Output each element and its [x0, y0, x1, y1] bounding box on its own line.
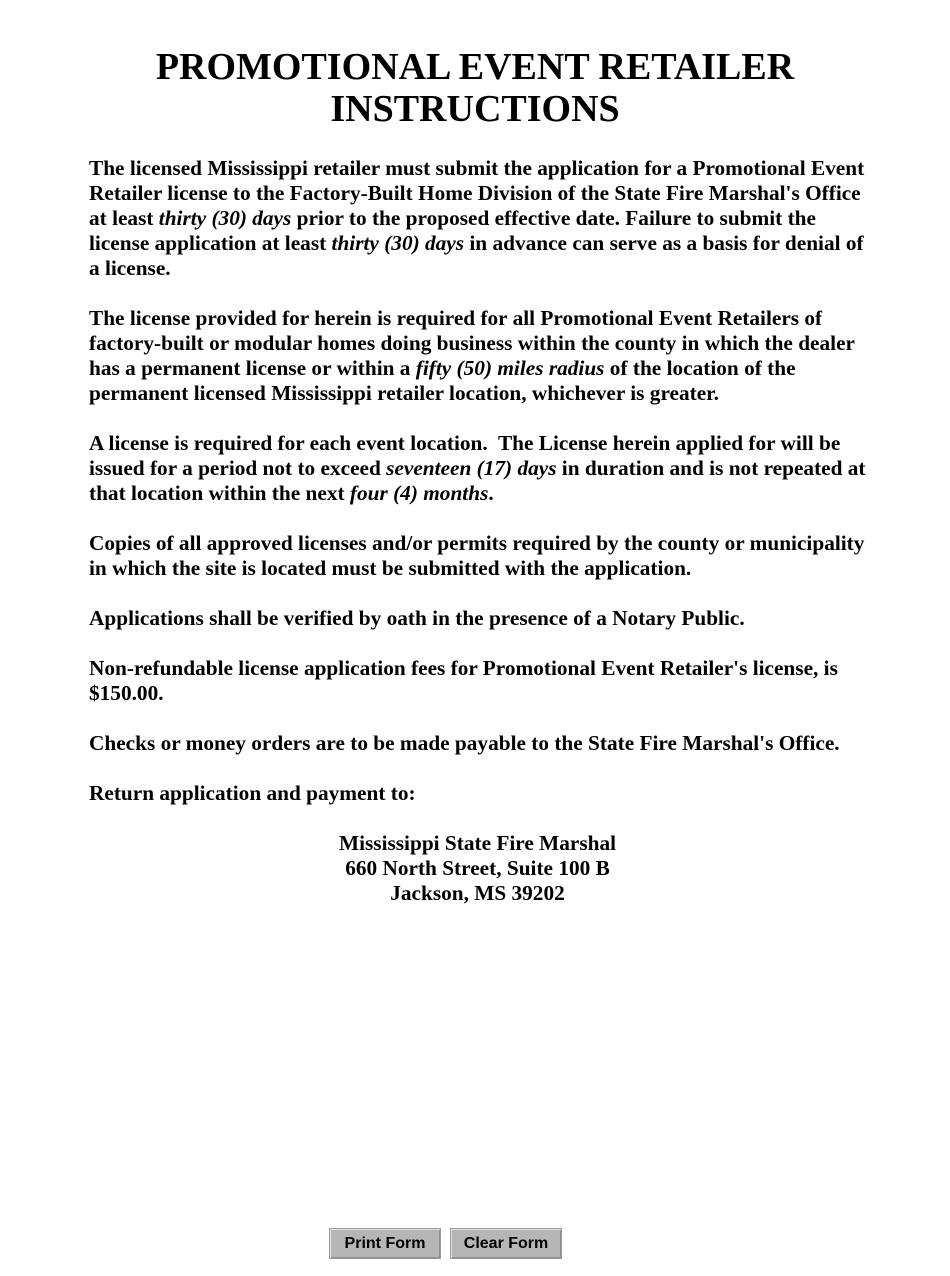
text-run: The licensed Mississippi retailer must submit the application for a Promotional Event Retailer license to the Factory-Built Home Division of the State Fire Marshal's Office at least	[89, 156, 870, 230]
document-page	[0, 46, 950, 1252]
address-line-org: Mississippi State Fire Marshal	[338, 831, 617, 855]
clear-form-button[interactable]: Clear Form	[450, 1228, 562, 1259]
address-block	[89, 831, 866, 906]
text-run: .	[488, 481, 494, 505]
address-line-street: 660 North Street, Suite 100 B	[345, 856, 610, 880]
emphasized-text-run: seventeen (17) days	[386, 456, 557, 480]
instruction-paragraph	[89, 656, 866, 706]
page-title: PROMOTIONAL EVENT RETAILER INSTRUCTIONS	[155, 46, 795, 130]
print-form-button[interactable]: Print Form	[329, 1228, 441, 1259]
text-run: prior to the proposed effective date. Failure to submit the license application at least	[89, 206, 822, 255]
instruction-paragraph	[89, 431, 871, 506]
address-line-city: Jackson, MS 39202	[390, 881, 565, 905]
instruction-paragraph	[89, 156, 870, 281]
instruction-paragraph	[89, 731, 866, 756]
form-action-buttons	[329, 1228, 562, 1259]
emphasized-text-run: thirty (30) days	[331, 231, 465, 255]
text-run: in advance can serve as a basis for denial of a license.	[89, 231, 869, 280]
instructions-body	[89, 156, 871, 906]
text-run: of the location of the permanent licensed Mississippi retailer location, whichever is greater.	[89, 356, 801, 405]
emphasized-text-run: four (4) months	[349, 481, 489, 505]
paragraphs-container	[89, 156, 871, 806]
text-run: Return application and payment to:	[89, 781, 416, 805]
text-run: Checks or money orders are to be made payable to the State Fire Marshal's Office.	[89, 731, 840, 755]
emphasized-text-run: thirty (30) days	[158, 206, 292, 230]
text-run: The license provided for herein is required for all Promotional Event Retailers of factory-built or modular homes doing business within the county in which the dealer has a permanent license or within a	[89, 306, 860, 380]
emphasized-text-run: fifty (50) miles radius	[415, 356, 605, 380]
instruction-paragraph	[89, 781, 866, 806]
instruction-paragraph	[89, 531, 870, 581]
text-run: Non-refundable license application fees for Promotional Event Retailer's license, is $150.00.	[89, 656, 844, 705]
text-run: in duration and is not repeated at that location within the next	[89, 456, 871, 505]
instruction-paragraph	[89, 306, 866, 406]
text-run: Copies of all approved licenses and/or permits required by the county or municipality in which the site is located must be submitted with the application.	[89, 531, 870, 580]
text-run: Applications shall be verified by oath in the presence of a Notary Public.	[89, 606, 745, 630]
instruction-paragraph	[89, 606, 866, 631]
text-run: A license is required for each event location. The License herein applied for will be issued for a period not to exceed	[89, 431, 846, 480]
